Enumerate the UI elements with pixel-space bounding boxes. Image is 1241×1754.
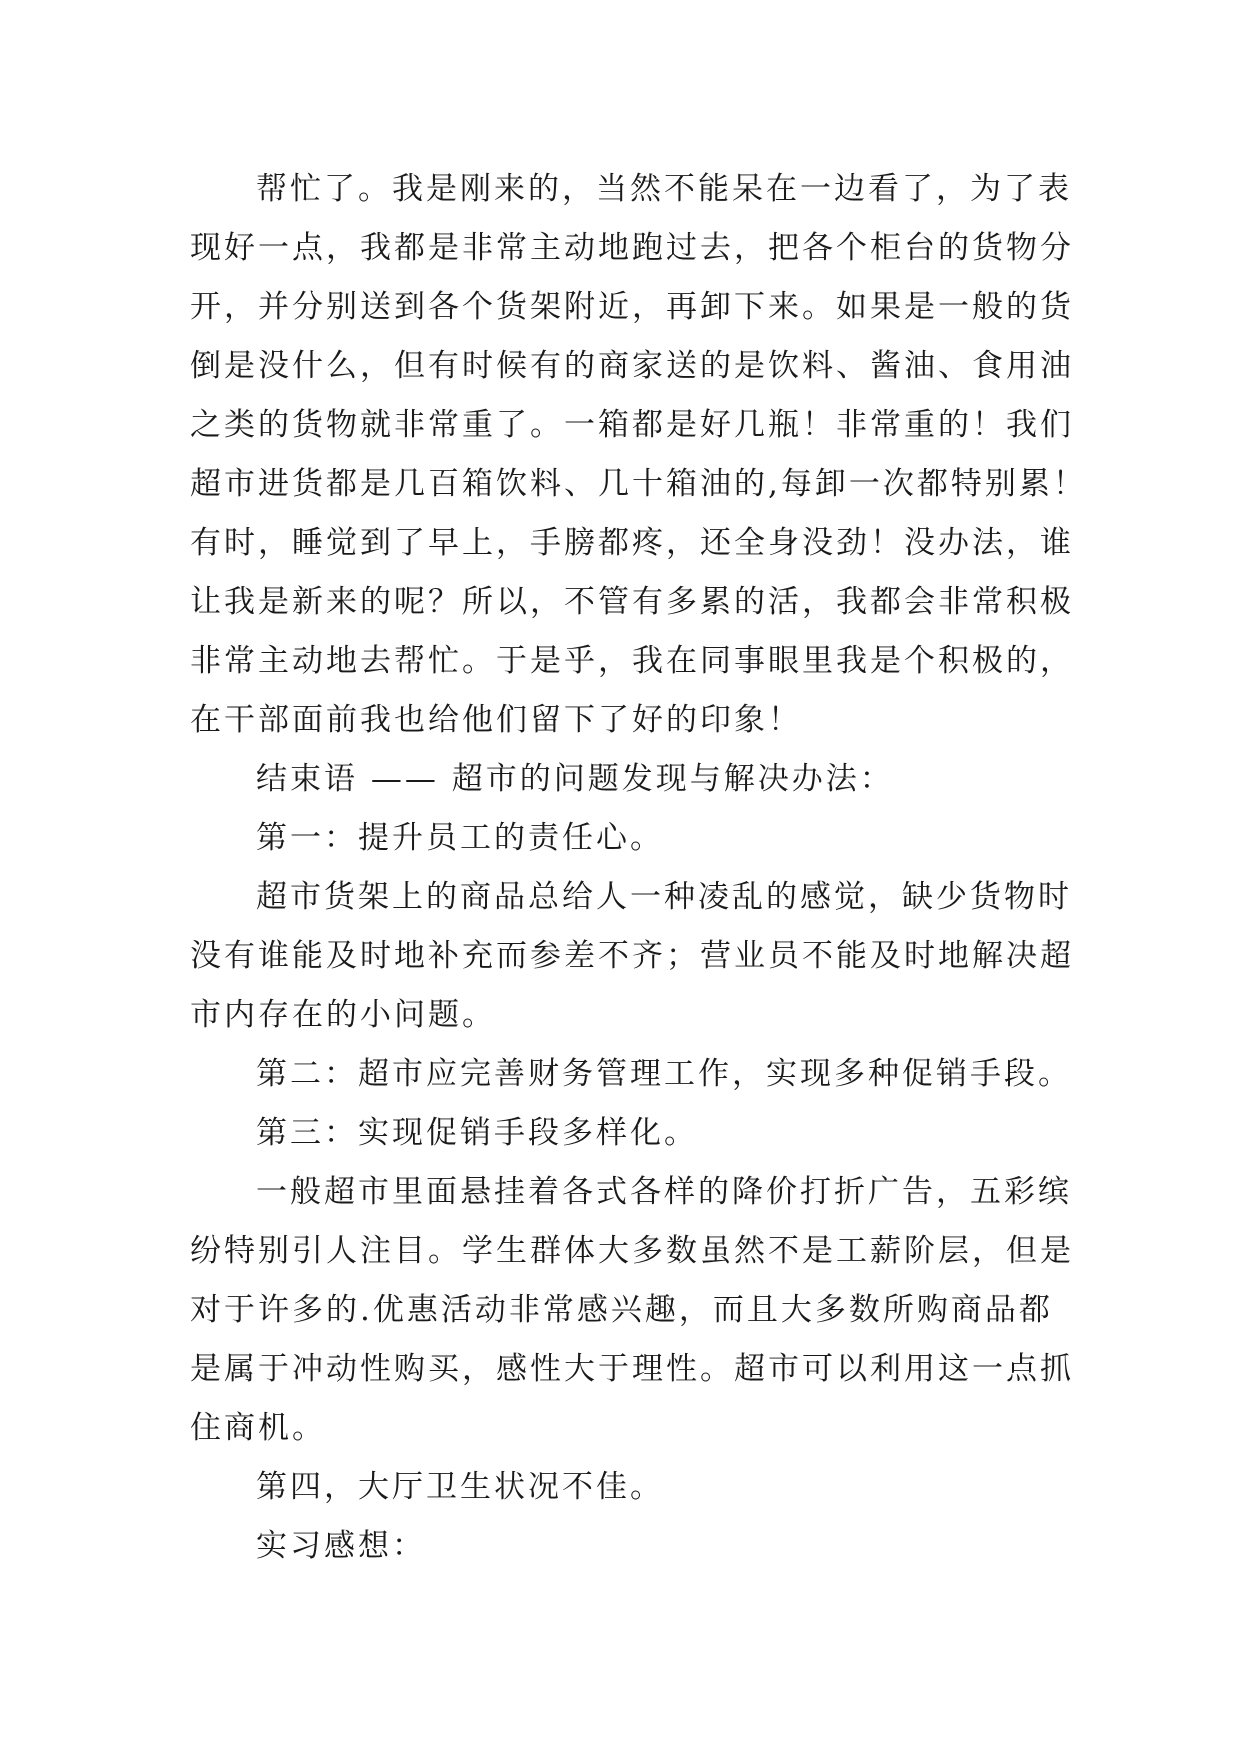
paragraph-line: 开，并分别送到各个货架附近，再卸下来。如果是一般的货 — [190, 289, 1074, 325]
paragraph-line: 是属于冲动性购买，感性大于理性。超市可以利用这一点抓 — [190, 1351, 1074, 1387]
paragraph-line: 帮忙了。我是刚来的，当然不能呆在一边看了，为了表 — [256, 171, 1072, 207]
paragraph-line: 现好一点，我都是非常主动地跑过去，把各个柜台的货物分 — [190, 230, 1074, 266]
paragraph-line: 之类的货物就非常重了。一箱都是好几瓶！非常重的！我们 — [190, 407, 1074, 443]
point-heading: 第四，大厅卫生状况不佳。 — [256, 1469, 664, 1505]
paragraph-line: 市内存在的小问题。 — [190, 997, 496, 1033]
point-heading: 第一：提升员工的责任心。 — [256, 820, 664, 856]
paragraph-line: 超市货架上的商品总给人一种凌乱的感觉，缺少货物时 — [256, 879, 1072, 915]
conclusion-heading: 结束语 —— 超市的问题发现与解决办法： — [256, 761, 894, 797]
paragraph-line: 非常主动地去帮忙。于是乎，我在同事眼里我是个积极的， — [190, 643, 1074, 679]
paragraph-line: 一般超市里面悬挂着各式各样的降价打折广告，五彩缤 — [256, 1174, 1072, 1210]
point-heading: 第二：超市应完善财务管理工作，实现多种促销手段。 — [256, 1056, 1072, 1092]
paragraph-line: 在干部面前我也给他们留下了好的印象！ — [190, 702, 802, 738]
section-heading: 实习感想： — [256, 1528, 426, 1564]
paragraph-line: 超市进货都是几百箱饮料、几十箱油的,每卸一次都特别累！ — [190, 466, 1087, 502]
paragraph-line: 对于许多的.优惠活动非常感兴趣，而且大多数所购商品都 — [190, 1292, 1053, 1328]
paragraph-line: 倒是没什么，但有时候有的商家送的是饮料、酱油、食用油 — [190, 348, 1074, 384]
paragraph-line: 住商机。 — [190, 1410, 326, 1446]
paragraph-line: 纷特别引人注目。学生群体大多数虽然不是工薪阶层，但是 — [190, 1233, 1074, 1269]
point-heading: 第三：实现促销手段多样化。 — [256, 1115, 698, 1151]
paragraph-line: 有时，睡觉到了早上，手膀都疼，还全身没劲！没办法，谁 — [190, 525, 1074, 561]
paragraph-line: 让我是新来的呢？所以，不管有多累的活，我都会非常积极 — [190, 584, 1074, 620]
document-body — [190, 160, 1087, 1576]
paragraph-line: 没有谁能及时地补充而参差不齐；营业员不能及时地解决超 — [190, 938, 1074, 974]
